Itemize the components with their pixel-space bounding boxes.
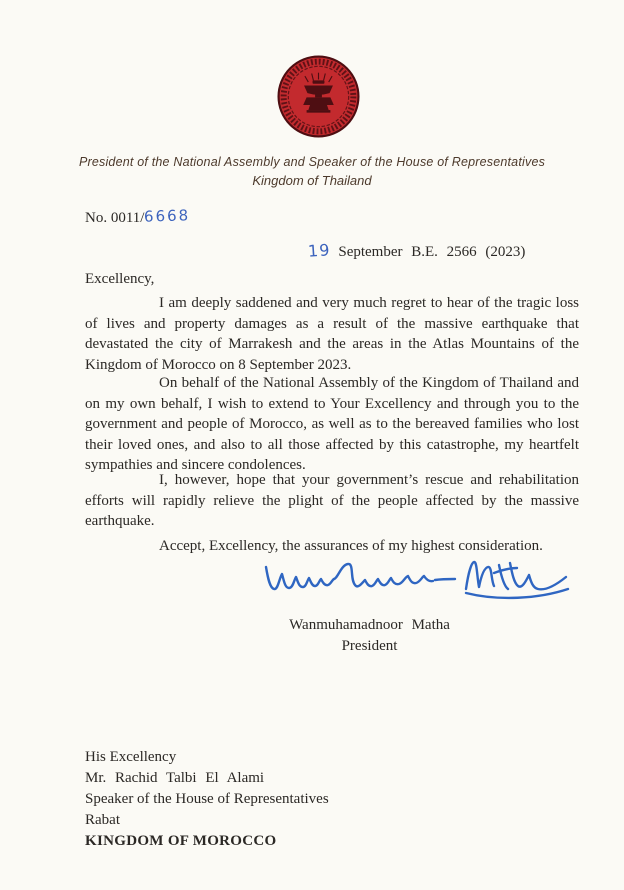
recipient-block [85, 747, 329, 852]
reference-printed: No. 0011/ [85, 210, 145, 226]
salutation: Excellency, [85, 271, 155, 287]
recipient-name: Mr. Rachid Talbi El Alami [85, 770, 265, 786]
letterhead-title: President of the National Assembly and Speaker of the House of Representatives [78, 155, 546, 169]
paragraph-3: I, however, hope that your government’s rescue and rehabilitation efforts will rapidly relieve the plight of the people affected by the massive earthquake. [85, 472, 579, 530]
letterhead [0, 155, 624, 188]
recipient-title: Speaker of the House of Representatives [85, 791, 329, 807]
date-printed: September B.E. 2566 (2023) [338, 244, 526, 260]
recipient-city: Rabat [85, 812, 120, 828]
date-line [308, 241, 525, 261]
letterhead-country: Kingdom of Thailand [252, 173, 372, 188]
reference-number [85, 208, 191, 227]
signatory-title: President [341, 638, 398, 654]
closing-line: Accept, Excellency, the assurances of my highest consideration. [159, 538, 543, 554]
date-handwritten-day: 19 [307, 240, 331, 261]
thai-parliament-emblem-icon [276, 54, 361, 139]
recipient-honorific: His Excellency [85, 749, 177, 765]
recipient-country: KINGDOM OF MOROCCO [85, 833, 277, 849]
reference-handwritten: 6668 [144, 206, 191, 226]
signatory-name: Wanmuhamadnoor Matha [289, 617, 450, 633]
paragraph-1: I am deeply saddened and very much regret to hear of the tragic loss of lives and property damages as a result of the massive earthquake that devastated the city of Marrakesh and the areas in the Atlas Mountains of the Kingdom of Morocco on 8 September 2023. [85, 295, 579, 373]
paragraph-2: On behalf of the National Assembly of the Kingdom of Thailand and on my own behalf, I wish to extend to Your Excellency and through you to the government and people of Morocco, as well as to the bereaved families who lost their loved ones, and also to all those affected by this catastrophe, my heartfelt sympathies and sincere condolences. [85, 375, 579, 474]
signature-ink [258, 555, 576, 613]
